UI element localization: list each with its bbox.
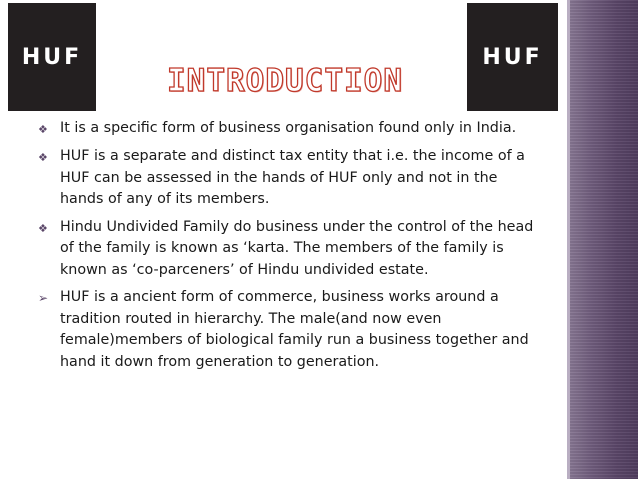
list-item (38, 118, 538, 140)
huf-logo-left (8, 3, 96, 111)
diamond-cluster-icon: ❖ (38, 123, 48, 136)
bullet-text: Hindu Undivided Family do business under the control of the head of the family is known as ‘karta. The members of the family is known as ‘co-parceners’ of Hindu undivided estate. (60, 218, 534, 278)
bullet-text: HUF is a ancient form of commerce, business works around a tradition routed in hierarchy. The male(and now even female)members of biological family run a business together and hand it down from generation to generation. (60, 289, 529, 370)
logo-left-text: HUF (21, 44, 83, 70)
list-item (38, 287, 538, 373)
logo-right-text: HUF (482, 44, 543, 70)
huf-logo-right (467, 3, 558, 111)
list-item (38, 146, 538, 211)
slide-title: INTRODUCTION (167, 63, 403, 99)
side-band-edge (567, 0, 570, 479)
arrow-right-icon: ➢ (38, 291, 49, 305)
diamond-cluster-icon: ❖ (38, 221, 48, 235)
bullet-list (38, 118, 538, 379)
list-item (38, 217, 538, 282)
bullet-text: HUF is a separate and distinct tax entity that i.e. the income of a HUF can be assessed in the hands of HUF only and not in the hands of any of its members. (60, 148, 525, 207)
diamond-cluster-icon: ❖ (38, 151, 48, 164)
bullet-text: It is a specific form of business organisation found only in India. (60, 120, 517, 136)
decorative-side-band (567, 0, 638, 479)
